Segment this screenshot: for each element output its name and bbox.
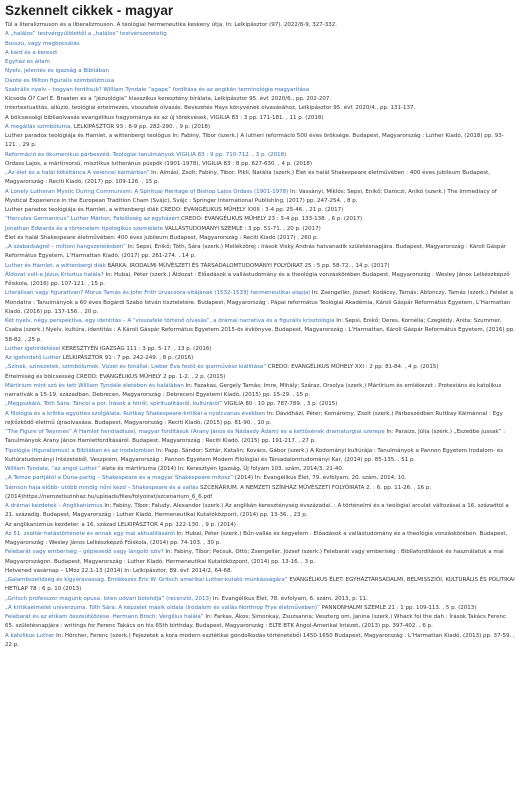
citation-text: In: Paraizs, Júlia (szerk.) „Eszedbe jussak” : Tanulmányok Arany János Hamletfordításáról. Budapest, Magyarország : Reciti Kiadó, (2015) pp. 191-217. , 27 p. xyxy=(5,429,506,445)
list-item xyxy=(5,363,515,372)
list-item xyxy=(5,410,515,429)
list-item xyxy=(5,271,515,290)
citation-text: (2014) In: Evangélikus Élet, 79. évfolyam, 20. szám, 2014, 10. xyxy=(233,475,407,482)
list-item xyxy=(5,132,515,151)
list-item xyxy=(5,576,515,595)
citation-text: VIGILIA 80 : 10 pp. 787-789. , 3 p. (2015) xyxy=(222,401,338,408)
list-item xyxy=(5,49,515,58)
article-link[interactable]: Két nyelv, négy perspektíva, egy identitás – A “visszafelé történő olvasás”, a drámai narratíva és a figurális krisztológia xyxy=(5,318,335,324)
citation-text: BÁRKA: IRODALMI MŰVÉSZETI ÉS TÁRSADALOMTUDOMÁNYI FOLYÓIRAT 25 : 5 pp. 58-72. , 14 p. (2017) xyxy=(105,262,390,269)
article-link[interactable]: Az 51. zsoltár hatástörténete és annak egy mai aktualitásáról xyxy=(5,530,175,537)
article-link[interactable]: Áldozat volt-e Jézus Krisztus halála? xyxy=(5,271,104,278)
list-item xyxy=(5,151,515,160)
citation-text: VALLÁSTUDOMÁNYI SZEMLE : 3 pp. 51-71. , 20 p. (2017) xyxy=(162,225,321,232)
citation-text: In: Dávidházi, Péter; Komáromy, Zsolt (szerk.) Párbeszédben Ruttkay Kálmánnal : Egy rejtőzködő életmű újraolvasása. Budapest, Magyarország : Reciti Kiadó, (2015) pp. 81-90. , 10 p. xyxy=(5,410,503,426)
list-item xyxy=(5,354,515,363)
list-item xyxy=(5,632,515,651)
article-link[interactable]: Mártírium mint szó és tett William Tyndale életében és halálában xyxy=(5,382,184,389)
citation-text: Az anglikanizmus kezdetei: a 16. század LELKIPÁSZTOR 4 pp. 122-130. , 9 p. (2014) xyxy=(5,521,236,528)
list-item xyxy=(5,530,515,549)
citation-text: Intertextualitás, allúzió, teológiai értelmezés, visszafelé olvasás. Bevezetés Hays könyvének olvasásához, Lelkipásztor 95. évf. 2020/4., pp. 131-137. xyxy=(5,105,416,112)
article-link[interactable]: Szakrális nyelv – hogyan fordítsuk? William Tyndale “agape” fordítása és az angikán terminológia magyarítása xyxy=(5,86,310,93)
article-link[interactable]: „Az élet és a halál kötéltánca A velencei kalmárban” xyxy=(5,170,150,176)
list-item xyxy=(5,502,515,521)
citation-text: In: Fabiny, Tibor; Pecsuk, Ottó; Zsengellér, József (szerk.) Felebarát vagy emberiség : Bibliafordítások és használatuk a mai Magyarországon. Budapest, Magyarország : Luther Kiadó, Hermeneutikai Kutatóközpont, (2014) pp. 13-16. , 3 p. xyxy=(5,549,504,565)
article-link[interactable]: Felebarát és az etikam összeütközése. Hermann Broch: Vergilius halála” xyxy=(5,614,204,620)
citation-text: In: Hubai, Péter (szerk.) Áldozat : Előadások a vallástudomány és a theológia vonzáskörében Budapest, Magyarország : Wesley János Lelkészképző Főiskola, (2016) pp. 107-121. , 15 p. xyxy=(5,271,510,287)
list-item xyxy=(5,400,515,409)
list-item xyxy=(5,521,515,530)
article-link[interactable]: A drámai kezdetek – Anglikanizmus xyxy=(5,503,103,509)
list-item xyxy=(5,225,515,234)
citation-text: Ordass Lajos, a mártírsorsú, misztikus lutheránus püspök (1901-1978), VIGILIA 83 : 8 pp. 627-630. , 4 p. (2018) xyxy=(5,160,313,167)
article-link[interactable]: “The Figure of Twynnes” A Hamlet hendiadiszei, magyar fordításuk (Arany János és Nádasdy Ádám) és a kettősének dramaturgiai szerepe xyxy=(5,429,385,435)
list-item xyxy=(5,595,515,604)
citation-text: A bölcsességi bibliaolvasás evangélikus hagyománya és az új törekvések, VIGILIA 83 : 3 pp. 171-181. , 11 p. (2018) xyxy=(5,114,324,121)
list-item xyxy=(5,160,515,169)
article-link[interactable]: A kard és a kereszt xyxy=(5,49,58,56)
article-link[interactable]: “Hercules Germanicus” Luther Márton, Felelősség az egyházért xyxy=(5,216,180,223)
citation-text: KERESZTYÉN IGAZSÁG 111 : 3 pp. 5-17. , 13 p. (2016) xyxy=(60,345,212,352)
list-item xyxy=(5,428,515,447)
citation-text: In: Zsengellér, József; Kodácsy, Tamás; Ablonczy, Tamás (szerk.) Felelet a Mondatra : Tanulmányok a 60 éves Bogárdi Szabó István tiszteletére. Budapest, Magyarország : Pápai református Teológiai Akadémia, Károli Gáspár Református Egyetem, L’Harmattan Kiadó, (2016) pp. 137-156. , 20 p. xyxy=(5,290,514,315)
article-link[interactable]: Reformáció és ökumenikus párbeszéd. Teológiai tanulmányok VIGILIA 83 : 9 pp. 710-712. , 3 p. (2018) xyxy=(5,151,287,158)
article-link[interactable]: Jonathan Edwards és a történelem tipologikus szemlélete xyxy=(5,225,163,232)
list-item xyxy=(5,188,515,207)
article-link[interactable]: Sámson haja előbb- utóbb mindig nőni kezd – Shakespeare és a vallás xyxy=(5,484,199,491)
citation-text: SZCENÁRIUM. A NEMZETI SZÍNHÁZ MŰVÉSZETI FOLYÓIRATA 2. : 6. pp. 11-26. , 16 p. (2014)https://nemzetiszinhaz.hu/uploads/files/folyoirat/szcenarium_6_6.pdf xyxy=(5,484,432,500)
citation-text: LELKIPÁSZTOR 93 : 8-9 pp. 282-290. , 9 p. (2018) xyxy=(72,123,211,130)
article-link[interactable]: William Tyndale, “az angol Luther” xyxy=(5,466,101,472)
article-link[interactable]: A „halálos” testvérgyűlölettől a „halálos” testvérszeretetig xyxy=(5,31,167,38)
article-link[interactable]: A megállás szimbóluma, xyxy=(5,123,73,130)
article-link[interactable]: „Galambszelídség és kígyóravasság. Emlékezés Eric W. Gritsch amerikai Luther-kutató munkásságára” xyxy=(5,577,288,583)
list-item xyxy=(5,30,515,39)
citation-text: Kicsoda Ő? Carl E. Braaten és a “jézuológia” klasszikus keresztény bírálata, Lelkipásztor 95. évf. 2020/6., pp. 202-207. xyxy=(5,96,332,102)
article-list xyxy=(5,21,515,650)
list-item xyxy=(5,123,515,132)
list-item xyxy=(5,484,515,503)
list-item xyxy=(5,382,515,401)
citation-text: élete és mártíriuma (2014) In: Keresztyén Igazság, Új folyam 103. szám, 2014/3, 21-40. xyxy=(100,466,344,472)
article-link[interactable]: „Gritsch professzor magunk opusa. Isten udvari bolondja” (recenzió, 2013) xyxy=(5,595,212,602)
citation-text: Értelmiség és bölcsesség CREDO: EVANGÉLIKUS MŰHELY 2 pp. 1-2. , 2 p. (2015) xyxy=(5,373,226,380)
citation-text: Luther paradox teológiája és Hamlet, a wittenbergi teológus In: Fabiny, Tibor (szerk.) A lutheri reformáció 500 éves öröksége. Budapest, Magyarország : Luther Kiadó, (2018) pp. 93-121. , 29 p. xyxy=(5,133,504,149)
page-title: Szkennelt cikkek - magyar xyxy=(5,3,174,18)
list-item xyxy=(5,206,515,215)
article-link[interactable]: „Megpszkáló. Tóth Sára: Táncol a por. Írások a hitről, spiritualitásról, kultúráról” xyxy=(5,401,223,408)
list-item xyxy=(5,114,515,123)
list-item xyxy=(5,262,515,271)
list-item xyxy=(5,234,515,243)
citation-text: Hetvened vasárnap – 1Móz 22,1-13 (2014) In: Lelkipásztor, 89. évf. 2014/2, 64-68. xyxy=(5,567,233,574)
list-item xyxy=(5,67,515,76)
article-link[interactable]: Egyház és állam xyxy=(5,59,50,65)
article-link[interactable]: Az igehirdető Luther xyxy=(5,355,61,361)
list-item xyxy=(5,104,515,113)
list-item xyxy=(5,613,515,632)
citation-text: EVANGÉLIKUS ÉLET: EGYHÁZTÁRSADALMI, BELMISSZIÓI, KULTURÁLIS ÉS POLITIKAI HETILAP 78 : 6 p. 10 (2013) xyxy=(5,577,515,593)
article-link[interactable]: Luther igehirdetései xyxy=(5,345,61,352)
list-item xyxy=(5,243,515,262)
citation-text: Luther paradox teológiája és Hamlet, a wittenbergi diák CREDO: EVANGÉLIKUS MŰHELY XXIII : 3-4 pp. 25-46. , 21 p. (2017) xyxy=(5,207,344,213)
article-link[interactable]: A Lonely Lutheran Mystic During Communism: A Spiritual Heritage of Bishop Lajos Ordass (1901-1978) xyxy=(5,188,289,195)
citation-text: CREDO: EVANGÉLIKUS MŰHELY XXI : 2 pp. 81-84. , 4 p. (2015) xyxy=(266,364,439,371)
citation-text: Élet és halál Shakespeare életművében: 400 éves jubileum Budapest, Magyarország : Reciti Kiadó (2017) , 260 p. xyxy=(5,234,319,241)
list-item xyxy=(5,169,515,188)
citation-text: In: Fabiny, Tibor; Faludy, Alexander (szerk.) Az anglikán kereszténység évszázadai. : A történelmi és a teológiai arculat változásai a 16. századtól a 21. századig. Budapest, Magyarország : Luther Kiadó, Hermeneutikai Kutatóközpont, (2014) pp. 13-36. , 23 p. xyxy=(5,503,509,519)
article-link[interactable]: Felebarát vagy emberiség – gépiesedő vagy lángoló szív? xyxy=(5,549,164,556)
citation-text: In: Sepsi, Enikő; Tóth, Sára (szerk.) Mellékzörej : írások Visky András hatvanadik születésnapjára. Budapest, Magyarország : Károli Gáspár Református Egyetem, L’Harmattan Kiadó, (2017) pp. 261-274. , 14 p. xyxy=(5,244,507,260)
citation-text: In: Papp, Sándor; Szitár, Katalin; Kovács, Gábor (szerk.) A Kodományi kultúrája : Tanulmányok a Pannon Egyetem Irodalom- és Kultúratudományi Intézetéből. Veszprém, Magyarország : Pannon Egyetem Modern Filológiai és Társadalomtudományi Kar, (2014) pp. 85-135. , 51 p. xyxy=(5,447,504,463)
list-item xyxy=(5,474,515,483)
article-link[interactable]: Bosszú, vagy megbocsátás xyxy=(5,40,80,47)
list-item xyxy=(5,95,515,104)
list-item xyxy=(5,21,515,30)
citation-text: In: Sepsi, Enikő; Deres, Kornélia; Czeglédy, Anita; Szummer, Csaba (szerk.) Nyelv, kultúra, identitás : A Károli Gáspár Református Egyetem 2015-ös évkönyve. Budapest, Magyarország : L’Harmattan, Károli Gáspár Református Egyetem, (2016) pp. 58-82. , 25 p. xyxy=(5,318,515,343)
citation-text: In: Farkas, Ákos; Simonkay, Zsuzsanna; Veszterg om, Janina (szerk.) Whack fol the dah : Írások Takács Ferenc 65. születésnapjára : writings for Ferenc Takács on his 65th birthday. Budapest, Magyarország : ELTE BTK Angol-Amerikai Intézet, (2013) pp. 397-402. , 6 p. xyxy=(5,614,506,630)
list-item xyxy=(5,447,515,466)
article-link[interactable]: Luther és Hamlet, a wittenbergi diák xyxy=(5,262,106,269)
citation-text: Túl a literalizmuson és a liberalizmuson. A teológiai hermeneutika keskeny útja. In: Lelkipásztor (97). 2022/8-9, 327-332. xyxy=(5,22,337,28)
list-item xyxy=(5,215,515,224)
list-item xyxy=(5,77,515,86)
citation-text: In: Hörcher, Ferenc (szerk.) Fejezetek a kora modern esztétikai gondolkodás történetéből 1450-1650 Budapest, Magyarország : L’Harmattan Kiadó, (2013) pp. 37-59. , 22 p. xyxy=(5,632,515,648)
article-link[interactable]: „A szabadságról – miltoni hangszerelésben” xyxy=(5,244,126,250)
article-link[interactable]: „A kritikaelmélet univerzuma. Tóth Sára: A képzelet másik oldala (Irodalom és vallás Northrop Frye életművében)” xyxy=(5,604,320,611)
list-item xyxy=(5,548,515,567)
article-link[interactable]: A katolikus Luther xyxy=(5,632,55,639)
list-item xyxy=(5,289,515,317)
citation-text: In: Fazakas, Gergely Tamás; Imre, Mihály; Száraz, Orsolya (szerk.) Mártírium és emlékezet : Protestáns és katolikus narratívák a 15-19. században. Debrecen, Magyarország : Debreceni Egyetemi Kiadó, (2015) pp. 15-29. , 15 p. xyxy=(5,382,502,398)
citation-text: In: Almási, Zsolt; Fabiny, Tibor; Pikli, Natália (szerk.) Élet és halál Shakespeare életművében : 400 éves jubileum Budapest, Magyarország : Reciti Kiadó, (2017) pp. 109-126. , 15 p. xyxy=(5,170,491,186)
list-item xyxy=(5,373,515,382)
list-item xyxy=(5,58,515,67)
list-item xyxy=(5,317,515,345)
list-item xyxy=(5,567,515,576)
list-item xyxy=(5,345,515,354)
list-item xyxy=(5,465,515,474)
article-link[interactable]: Tipológia (figuralizmus) a Bibliában és az irodalomban xyxy=(5,447,155,454)
list-item xyxy=(5,86,515,95)
citation-text: In: Vassányi, Miklós; Sepsi, Enikő; Daróczi, Anikó (szerk.) The Immediacy of Mystical Experience in the European Tradition Cham (Svájc), Svájc : Springer International Publishing, (2017) pp. 247-254. , 8 p. xyxy=(5,188,497,204)
citation-text: CREDO: EVANGÉLIKUS MŰHELY 23 : 3-4 pp. 133-138. , 6 p. (2017) xyxy=(179,216,363,223)
article-link[interactable]: A filológia és a kritika együttes szolgálata. Ruttkay Shakespeare-kritikái a nyolcvanas években xyxy=(5,410,266,417)
article-link[interactable]: „A Temze partjától a Duna-partig – Shakespeare és a magyar Shakespeare mítosz” xyxy=(5,475,234,482)
article-link[interactable]: Dante és Milton figuralis szimbolizmusa xyxy=(5,77,115,84)
article-link[interactable]: Nyelv, jelentés és igazság a Bibliában xyxy=(5,68,109,75)
citation-text: In: Evangélikus Élet, 78. évfolyam, 6. szám, 2013, p. 11. xyxy=(211,595,368,602)
article-link[interactable]: „Színek, színezetek, szimbólumok. Vizzel és fonállal: Lieber Éva festő és iparművész kiállítása” xyxy=(5,364,267,371)
article-link[interactable]: Literálisan vagy figuratívan? Morus Tamás és John Frith úrvacsora-vitájának (1532-1533) hermeneutikai alapjai xyxy=(5,290,311,297)
list-item xyxy=(5,604,515,613)
citation-text: In: Hubai, Péter (szerk.) Bűn-vallás és kegyelem : Előadások a vallástudomány és a theológia vonzáskörében. Budapest, Magyarország : Wesley János Lelkészképző Főiskola, (2014) pp. 74-103. , 30 p. xyxy=(5,530,508,546)
citation-text: PANNONHALMI SZEMLE 21 : 1 pp. 109-113. , 5 p. (2013) xyxy=(319,604,477,611)
list-item xyxy=(5,40,515,49)
citation-text: LELKIPÁSZTOR 91 : 7 pp. 242-249. , 8 p. (2016) xyxy=(60,355,194,361)
